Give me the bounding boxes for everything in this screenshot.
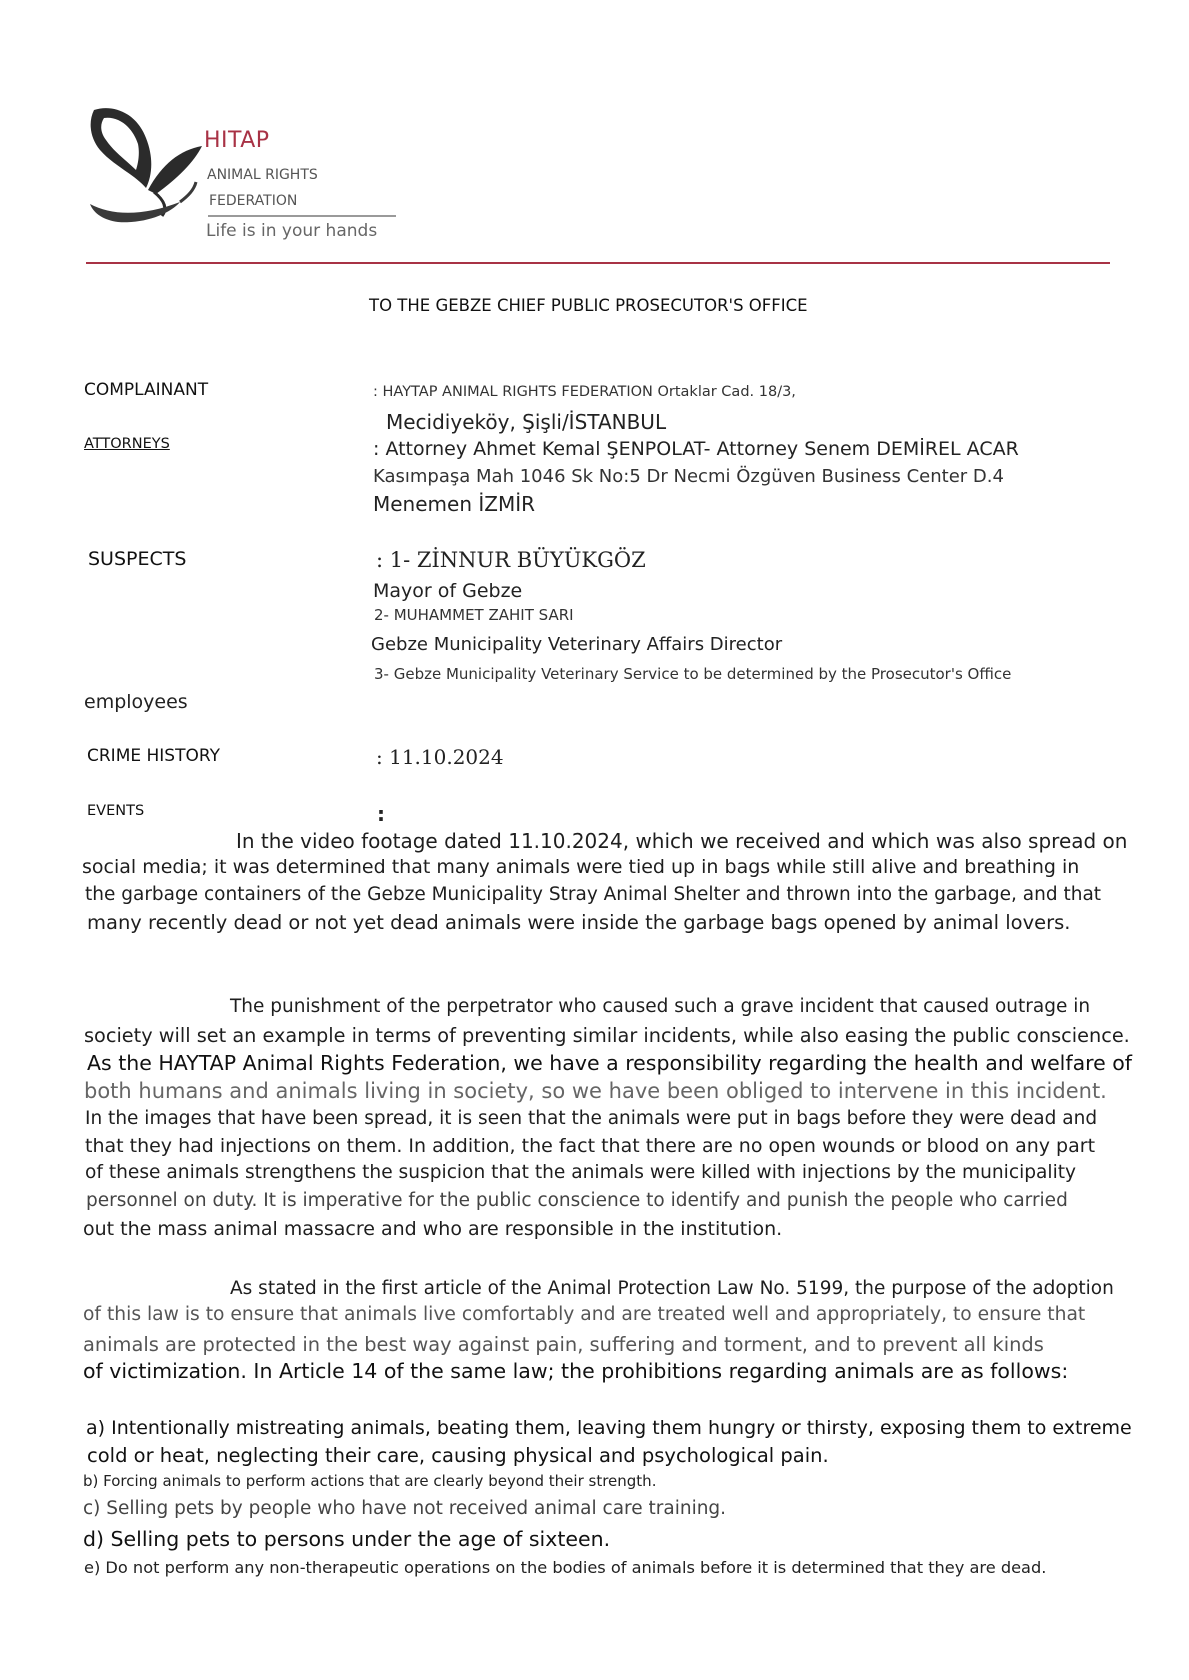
events-line: In the video footage dated 11.10.2024, which we received and which was also spread on: [236, 829, 1128, 853]
attorneys-line3: Menemen İZMİR: [373, 492, 536, 516]
complainant-line1: : HAYTAP ANIMAL RIGHTS FEDERATION Ortaklar Cad. 18/3,: [373, 384, 796, 400]
punishment-line: both humans and animals living in society, so we have been obliged to intervene in this incident.: [84, 1079, 1107, 1103]
attorneys-label: ATTORNEYS: [84, 436, 170, 452]
complainant-line2: Mecidiyeköy, Şişli/İSTANBUL: [386, 410, 667, 434]
header-divider: [86, 262, 1110, 264]
events-label: EVENTS: [87, 803, 145, 819]
attorneys-line2: Kasımpaşa Mah 1046 Sk No:5 Dr Necmi Özgüven Business Center D.4: [373, 466, 1004, 487]
punishment-line: The punishment of the perpetrator who caused such a grave incident that caused outrage in: [230, 996, 1091, 1017]
prohibition-item: e) Do not perform any non-therapeutic operations on the bodies of animals before it is determined that they are dead.: [84, 1558, 1047, 1577]
crime-history-label: CRIME HISTORY: [87, 746, 220, 766]
suspect3-line2: employees: [84, 691, 188, 713]
prohibition-item: a) Intentionally mistreating animals, beating them, leaving them hungry or thirsty, exposing them to extreme: [86, 1417, 1132, 1439]
suspect3-line1: 3- Gebze Municipality Veterinary Service to be determined by the Prosecutor's Office: [374, 665, 1012, 683]
law-line: of victimization. In Article 14 of the same law; the prohibitions regarding animals are as follows:: [83, 1359, 1069, 1383]
complainant-label: COMPLAINANT: [84, 380, 209, 400]
law-line: As stated in the first article of the Animal Protection Law No. 5199, the purpose of the adoption: [230, 1278, 1114, 1299]
punishment-line: As the HAYTAP Animal Rights Federation, we have a responsibility regarding the health and welfare of: [87, 1051, 1133, 1075]
prohibition-item: d) Selling pets to persons under the age of sixteen.: [83, 1527, 611, 1551]
punishment-line: personnel on duty. It is imperative for the public conscience to identify and punish the people who carried: [86, 1190, 1068, 1211]
punishment-line: out the mass animal massacre and who are responsible in the institution.: [83, 1218, 783, 1240]
brand-subtitle-line1: ANIMAL RIGHTS: [207, 167, 318, 183]
events-line: the garbage containers of the Gebze Municipality Stray Animal Shelter and thrown into the garbage, and that: [85, 884, 1102, 905]
suspect2-role: Gebze Municipality Veterinary Affairs Director: [371, 634, 783, 655]
events-colon: :: [377, 802, 385, 826]
attorneys-line1: : Attorney Ahmet Kemal ŞENPOLAT- Attorney Senem DEMİREL ACAR: [373, 438, 1019, 460]
suspect1-role: Mayor of Gebze: [373, 580, 523, 602]
law-line: animals are protected in the best way against pain, suffering and torment, and to prevent all kinds: [83, 1333, 1044, 1356]
punishment-line: of these animals strengthens the suspicion that the animals were killed with injections by the municipality: [85, 1162, 1077, 1183]
butterfly-logo: [84, 104, 214, 230]
law-line: of this law is to ensure that animals live comfortably and are treated well and appropriately, to ensure that: [83, 1304, 1086, 1325]
crime-history-value: : 11.10.2024: [376, 745, 504, 769]
brand-slogan: Life is in your hands: [206, 221, 378, 241]
addressee: TO THE GEBZE CHIEF PUBLIC PROSECUTOR'S OFFICE: [369, 296, 808, 315]
events-line: social media; it was determined that many animals were tied up in bags while still alive and breathing in: [82, 856, 1080, 878]
punishment-line: that they had injections on them. In addition, the fact that there are no open wounds or blood on any part: [85, 1135, 1096, 1157]
suspects-label: SUSPECTS: [88, 548, 187, 570]
brand-name: HITAP: [204, 128, 270, 153]
prohibition-item: cold or heat, neglecting their care, causing physical and psychological pain.: [87, 1444, 829, 1467]
prohibition-item: b) Forcing animals to perform actions that are clearly beyond their strength.: [83, 1472, 657, 1490]
brand-subtitle-line2: FEDERATION: [209, 193, 298, 209]
punishment-line: society will set an example in terms of preventing similar incidents, while also easing the public conscience.: [84, 1024, 1130, 1047]
slogan-rule: [208, 215, 396, 217]
events-line: many recently dead or not yet dead animals were inside the garbage bags opened by animal lovers.: [87, 911, 1071, 934]
suspect1-name: : 1- ZİNNUR BÜYÜKGÖZ: [376, 548, 646, 572]
punishment-line: In the images that have been spread, it is seen that the animals were put in bags before they were dead and: [85, 1108, 1098, 1129]
suspect2-name: 2- MUHAMMET ZAHIT SARI: [374, 606, 574, 624]
prohibition-item: c) Selling pets by people who have not received animal care training.: [83, 1498, 727, 1519]
